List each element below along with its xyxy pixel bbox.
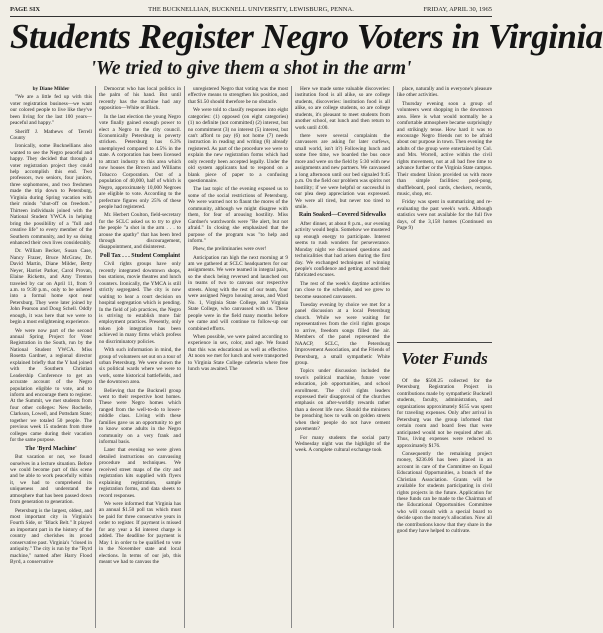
paragraph: The last topic of the evening exposed us to some of the social restrictions of Petersburg. We were warned not to flaunt the mores of the community, although we might disagree with them, for fear of arousing hostility. Miss Gardner's watchwords were "Be alert, but not afraid." In closing she emphasized that the purpose of the program was "to help and inform." <box>188 186 288 245</box>
column-rule <box>95 86 96 628</box>
paragraph: Ironically, some Bucknellians also wanted to see the Negro peaceful and happy. They decided that through a voter registration project they could help accomplish this end. Two professors, two seniors, four juniors, three sophomores, and two freshmen made the trip down to Petersburg, Virginia during Spring vacation with their minds "shut-off on freedom." Thirteen individuals joined with the National Student YWCA in helping bring the possibility of a "full and creative life" to every member of the Southern community, and by so doing enhanced their own lives considerably. <box>10 143 92 247</box>
paragraph: Anticipation ran high the next morning at 9 am we gathered at SCLC headquarters for our assignments. We were teamed in integral pairs, so the shock being reversed and launched out in teams of two to canvass our respective streets. Along with the rest of our team, four were assigned Negro housing areas, and Ward No. 1, Virginia State College, and Virginia State College, who canvassed with us. These people were in the field many months before we came and will continue to follow-up our combined efforts. <box>188 254 288 332</box>
paragraph: Later that evening we were given detailed instructions on canvassing procedure and techniques. We received street maps of the city and registration kits supplied with flyers explaining registration, sample registration forms, and data sheets to record responses. <box>99 447 181 499</box>
paragraph: Believing that the Bucknell group went to their respective host homes. These were Negro homes which ranged from the well-to-do to lower-middle class. Living with these families gave us an opportunity to get to know some adults in the Negro community on a very frank and informal basis. <box>99 387 181 446</box>
paragraph: When possible, we were paired according to experience in sex, color, and age. We found that this was educational as well as effective. At noon we met for lunch and were transported to Virginia State College cafeteria where free lunch was awaited. The <box>188 333 288 373</box>
section-heading: The 'Byrd Machine' <box>25 445 77 452</box>
article-column-5 <box>397 86 492 336</box>
paragraph: Civil rights groups have only recently integrated downtown shops, bus stations, movie theatres and lunch counters. Ironically, the YMCA is still strictly segregated. The city is now waiting to hear a court decision on hospital segregation which is pending. In the field of job practices, the Negro is striving to establish more fair employment practices. Presently, only token job integration has been achieved in many firms which profess no discriminatory policies. <box>99 261 181 345</box>
page-number: PAGE SIX <box>10 6 41 13</box>
voter-funds-article <box>397 378 492 628</box>
voter-funds-heading: Voter Funds <box>397 342 492 381</box>
subheadline: 'We tried to give them a shot in the arm' <box>90 58 412 79</box>
column-rule <box>291 86 292 628</box>
paragraph: For many students the social party Wednesday night was the highlight of the week. A complete cultural exchange took <box>295 434 390 454</box>
paragraph: Of the $508.25 collected for the Petersburg Registration Project in contributions made by sympathetic Bucknell students, faculty, administration, and organizations approximately $155 was spent for traveling expenses. Only after arrival in Petersburg was the group informed that certain room and board fees that were anticipated would not be required after all. Thus, living expenses were reduced to approximately $176. <box>397 378 492 449</box>
paragraph: there were several complaints the canvassers are asking for later curfews, small world, isn't it?) Following lunch and some free time, we boarded the bus once more and were on the field by 5:30 with new assignments and new partners. We canvassed a long afternoon until our bed signaled 9:45 p.m. On the field our problem was spirits not hostility; if we were helpful or successful in our plea deep appreciation was expressed. We were all tired, but never too tired to smile. <box>295 132 390 210</box>
paragraph: Mr. Herbert Coulton, field-secretary for the SCLC asked us to try to give the people "a shot in the arm . . . to arouse the apathy" that has been bred through discouragement, disappointment, and disinterest. <box>99 212 181 251</box>
article-column-4 <box>295 86 390 628</box>
paragraph: Sheriff J. Mathews of Terrell County <box>10 128 92 141</box>
paragraph: Thursday evening soon a group of volunteers went shopping in the downtown area. Here is what would normally be a comfortable atmosphere became surprisingly and strikingly tense. How hard it was to encourage Negro friends not to be afraid about our purpose in town. Then evening the adults of the group were entertained by Col. and Mrs. Worrell, active within the civil rights movement, not at all bad free time to advance further or the Virginia State campus. Their student Union provided us with more than simple facilities: pool-pong, shuffleboard, pool cards, checkers, records, music, shop, etc. <box>397 100 492 198</box>
article-column-1 <box>10 86 92 628</box>
paragraph: Democrat who has local politics in the palm of his hand. But until recently has the machine had any opposition—White or Black. <box>99 86 181 112</box>
paragraph: The rest of the week's daytime activities ran close to the schedule, and we grew to become seasoned canvassers. <box>295 280 390 300</box>
paragraph: But vacation or not, we found ourselves in a lecture situation. Before we could become part of this scene and be able to work peacefully within it, we had to comprehend its uniqueness and understand the atmosphere that has been passed down from generation to generation. <box>10 454 92 506</box>
paragraph: We were told to classify responses into eight categories: (1) opposed (on eight categories) (1) no definite (not committed) (2) interest, but no commitment (3) no interest (5) interest, but can't afford to pay (6) not home (7) needs instruction in reading and writing (8) already registered. As part of the procedure we were to explain the new registration forms which had only recently been accepted legally. Under the old system applicants had to respond on a blank piece of paper to a confusing questionnaire. <box>188 107 288 185</box>
publication-line: THE BUCKNELLIAN, BUCKNELL UNIVERSITY, LEWISBURG, PENNA. <box>148 6 354 13</box>
paragraph: Here we made some valuable discoveries: institution food is all alike, so are college students, discoveries: institution food is all alike, so are college students, so are college students, it's pleasant to meet students from another school, eat lunch and then return to work until 4:00. <box>295 86 390 131</box>
paragraph: In the last election the young Negro vote finally gained enough power to elect a Negro to the city council. Economically Petersburg is poverty stricken. Petersburg has 6.3% unemployed compared to 4.5% in the state. A corporation has been licensed to attract industry to this area which now houses the Brown and Williams Tobacco Corporation. Out of a population of 40,000, half of which is Negro, approximately 10,000 Negroes are eligible to vote. According to the prefecture figures only 25% of these people had registered. <box>99 113 181 210</box>
headline: Students Register Negro Voters in Virginia <box>10 17 603 56</box>
article-column-3 <box>188 86 288 628</box>
paragraph: We were informed that Virginia has an annual $1.50 poll tax which must be paid for three consecutive years in order to register. If payment is missed for any year a $4 interest charge is added. The deadline for payment is May 1 in order to be qualified to vote in the November state and local elections. In terms of our job, this meant we had to canvass the <box>99 500 181 565</box>
paragraph: Petersburg is the largest, oldest, and most important city in Virginia's Fourth Side, or "Black Belt." It played an important part in the history of the country and cherishes its proud conservative past. Virginia's "closed in antiquity." The city is run by the "Byrd machine," named after Harry Flood Byrd, a conservative <box>10 507 92 566</box>
column-rule <box>393 86 394 628</box>
paragraph: With such information in mind, the group of volunteers set out on a tour of urban Petersburg. We were shown the six political wards where we were to work, some historical battlefields, and the downtown area. <box>99 347 181 386</box>
issue-date: FRIDAY, APRIL 30, 1965 <box>423 6 492 13</box>
byline: by Diane Milder <box>32 86 70 92</box>
section-heading: Rain Soaked—Covered Sidewalks <box>298 212 387 219</box>
paragraph: "We are a little fed up with this voter registration business—we want our colored people to live like they've been living for the last 100 years—peaceful and happy." <box>10 94 92 127</box>
masthead <box>10 4 492 17</box>
paragraph: Tuesday evening by choice we met for a panel discussion at a local Petersburg church. While we were waiting for representatives from the civil rights groups to arrive, freedom songs filled the air. Members of the panel represented the NAACP, SCLC, the Petersburg Improvement Association, and the Friends of Petersburg, a small sympathetic White group. <box>295 301 390 366</box>
section-heading: Poll Tax . . . Student Complaint <box>99 252 181 259</box>
paragraph: Friday was spent in summarizing and re-evaluating the past week's work. Although statistics were not available for the full five days, of the 3,158 homes (Continued on Page 9) <box>397 199 492 232</box>
article-column-2 <box>99 86 181 628</box>
paragraph: unregistered Negro that voting was the most effective means to strengthen his position, and that $1.50 should therefore be no obstacle. <box>188 86 288 105</box>
paragraph: place, naturally and in everyone's pleasure like other activities. <box>397 86 492 99</box>
paragraph: After dinner, at about 8 p.m., our evening activity would begin. Somehow we mustered up enough energy to participate. Interest seems to rush wonders for perseverance. Monday night we discussed questions and technicalities that had arisen during the first day. We exchanged techniques of winning people's confidence and getting around their fabricated excuses. <box>295 220 390 279</box>
paragraph: Topics under discussion included the town's political machine, future voter education, job opportunities, and school enrollment. The civil rights leaders expressed their disapproval of the churches emphasis on after-worldly rewards rather than a decent life now. Should the ministers be preaching how to walk on golden streets when their people do not have cement pavements? <box>295 368 390 433</box>
column-rule <box>184 86 185 628</box>
paragraph: We were now part of the second annual Spring Project for Voter Registration in the South, run by the National Student YWCA. Miss Rosetta Gardner, a regional director explained briefly that the Y had joined with the Southern Christian Leadership Conference to get an accurate account of the Negro population eligible to vote, and to inform and encourage them to register. At the Summit, we met students from four other colleges: New Rochelle, Clarkson, Lowell, and Pottsdam State; together we totaled 50 people. The previous week 15 students from three colleges came during their vacation for the same purpose. <box>10 327 92 444</box>
paragraph: Consequently the remaining project money, $236.06 has been placed in an account in care of the Committee on Equal Educational Opportunities, a branch of the Christian Association. Grants will be available for students participating in civil rights projects in the future. Application for these funds can be made to the Chairman of the Educational Opportunities Committee who will consult with a special board to decide upon the money's allocation. Now all the contributions know that they share in the good they have helped to cultivate. <box>397 450 492 535</box>
paragraph: Dr. William Becker, Susan Case, Nancy Frazer, Bruce McGraw, Dr. David Martin, Diane Milder, Betty Neyer, Harriet Parker, Carol Provan, Elaine Ricketts, and Amy Trenton traveled by car on April 11, from 9 a.m. to 9:30 p.m., only to be ushered into a formal home spot near Petersburg. They were later joined by John Pearson and Doug Schell. Oddly enough, it was here that we were to begin a most enlightening experience. <box>10 248 92 326</box>
paragraph: Phew, the preliminaries were over! <box>193 246 267 253</box>
